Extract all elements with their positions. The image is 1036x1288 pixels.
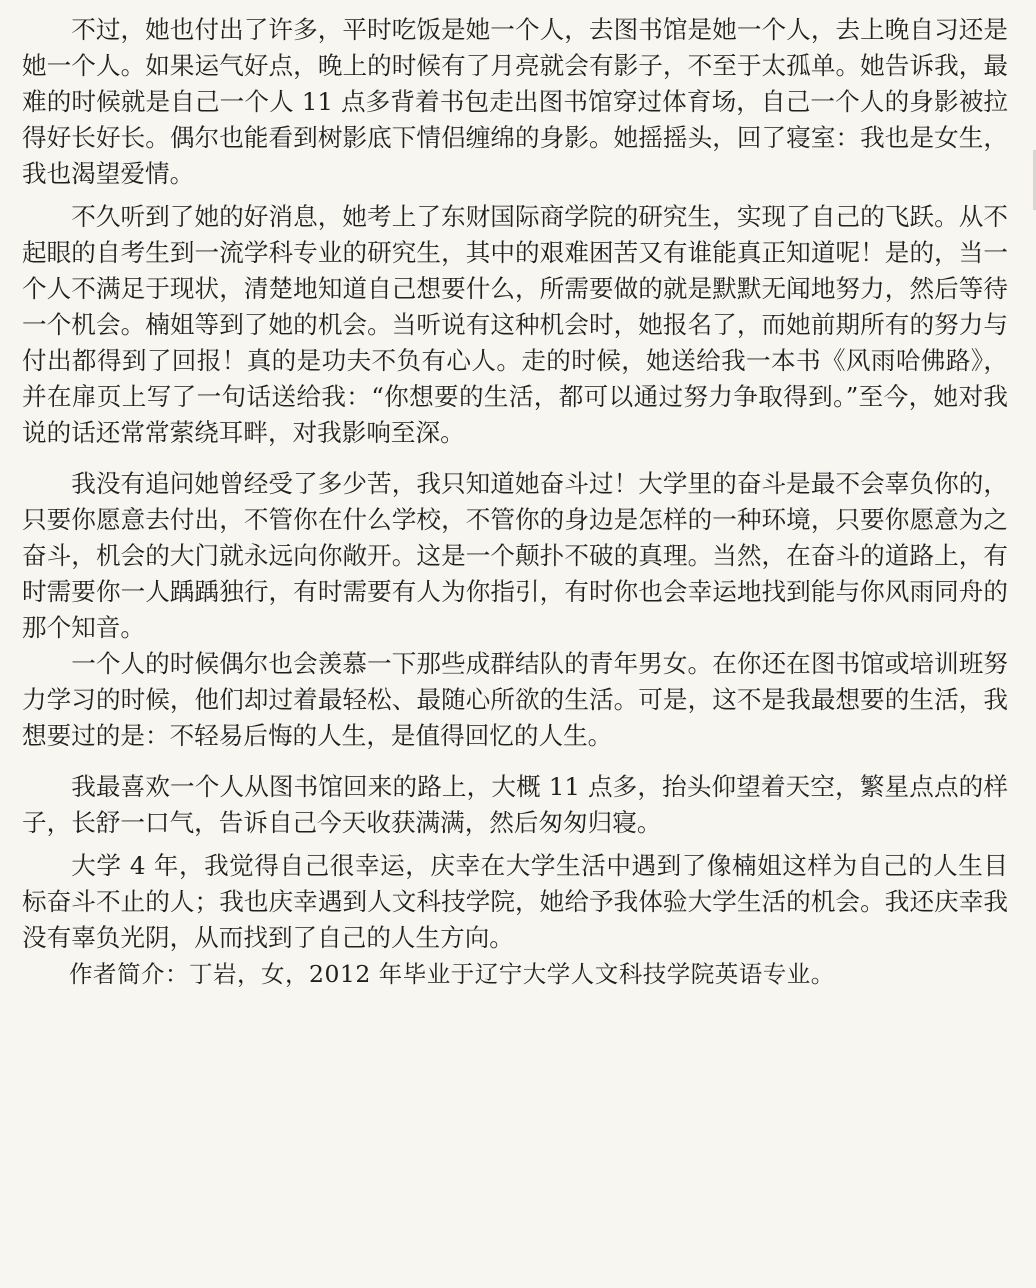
author-bio: 作者简介：丁岩，女，2012 年毕业于辽宁大学人文科技学院英语专业。 xyxy=(69,960,835,988)
paragraph-1: 不过，她也付出了许多，平时吃饭是她一个人，去图书馆是她一个人，去上晚自习还是她一个人。如果运气好点，晚上的时候有了月亮就会有影子，不至于太孤单。她告诉我，最难的时候就是自己一个人 11 点多背着书包走出图书馆穿过体育场，自己一个人的身影被拉得好长好长。偶尔也能看到树影底下情侣缠绵的身影。她摇摇头，回了寝室：我也是女生，我也渴望爱情。 xyxy=(22,15,1008,188)
paragraph-2: 不久听到了她的好消息，她考上了东财国际商学院的研究生，实现了自己的飞跃。从不起眼的自考生到一流学科专业的研究生，其中的艰难困苦又有谁能真正知道呢！是的，当一个人不满足于现状，清楚地知道自己想要什么，所需要做的就是默默无闻地努力，然后等待一个机会。楠姐等到了她的机会。当听说有这种机会时，她报名了，而她前期所有的努力与付出都得到了回报！真的是功夫不负有心人。走的时候，她送给我一本书《风雨哈佛路》，并在扉页上写了一句话送给我：“你想要的生活，都可以通过努力争取得到。”至今，她对我说的话还常常萦绕耳畔，对我影响至深。 xyxy=(22,202,1008,447)
paragraph-5: 我最喜欢一个人从图书馆回来的路上，大概 11 点多，抬头仰望着天空，繁星点点的样子，长舒一口气，告诉自己今天收获满满，然后匆匆归寝。 xyxy=(22,772,1008,837)
paragraph-4: 一个人的时候偶尔也会羡慕一下那些成群结队的青年男女。在你还在图书馆或培训班努力学习的时候，他们却过着最轻松、最随心所欲的生活。可是，这不是我最想要的生活，我想要过的是：不轻易后悔的人生，是值得回忆的人生。 xyxy=(22,649,1008,750)
paragraph-3: 我没有追问她曾经受了多少苦，我只知道她奋斗过！大学里的奋斗是最不会辜负你的，只要你愿意去付出，不管你在什么学校，不管你的身边是怎样的一种环境，只要你愿意为之奋斗，机会的大门就永远向你敞开。这是一个颠扑不破的真理。当然，在奋斗的道路上，有时需要你一人踽踽独行，有时需要有人为你指引，有时你也会幸运地找到能与你风雨同舟的那个知音。 xyxy=(22,469,1008,642)
paragraph-6: 大学 4 年，我觉得自己很幸运，庆幸在大学生活中遇到了像楠姐这样为自己的人生目标奋斗不止的人；我也庆幸遇到人文科技学院，她给予我体验大学生活的机会。我还庆幸我没有辜负光阴，从而找到了自己的人生方向。 xyxy=(22,851,1008,952)
document-page xyxy=(22,12,1008,992)
